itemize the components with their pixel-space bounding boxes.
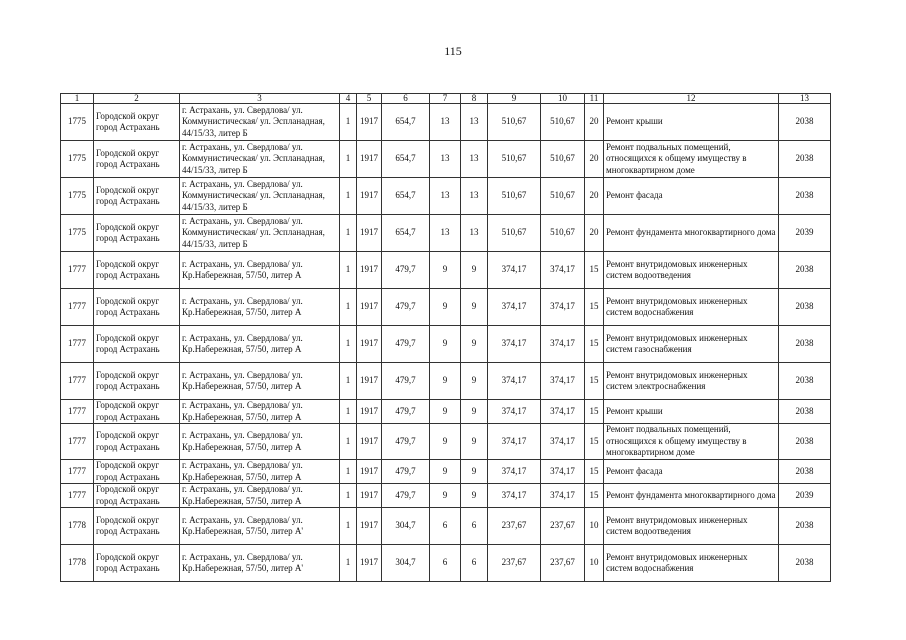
value-cell: 237,67 xyxy=(488,508,541,545)
value-cell: 13 xyxy=(430,178,461,215)
municipality-cell: Городской округ город Астрахань xyxy=(94,178,180,215)
value-cell: 13 xyxy=(430,215,461,252)
work-type-cell: Ремонт подвальных помещений, относящихся к общему имуществу в многоквартирном доме xyxy=(604,141,779,178)
area-cell: 304,7 xyxy=(382,545,430,582)
value-cell: 374,17 xyxy=(541,326,585,363)
column-header: 12 xyxy=(604,94,779,104)
value-cell: 9 xyxy=(430,460,461,484)
value-cell: 374,17 xyxy=(488,326,541,363)
record-id-cell: 1775 xyxy=(61,178,94,215)
table-row xyxy=(61,178,831,215)
address-cell: г. Астрахань, ул. Свердлова/ ул. Кр.Набережная, 57/50, литер А xyxy=(180,326,340,363)
value-cell: 510,67 xyxy=(541,104,585,141)
year-built-cell: 1917 xyxy=(357,326,382,363)
area-cell: 304,7 xyxy=(382,508,430,545)
planned-year-cell: 2038 xyxy=(779,178,831,215)
value-cell: 13 xyxy=(461,178,488,215)
value-cell: 15 xyxy=(585,252,604,289)
year-built-cell: 1917 xyxy=(357,252,382,289)
municipality-cell: Городской округ город Астрахань xyxy=(94,326,180,363)
planned-year-cell: 2038 xyxy=(779,400,831,424)
value-cell: 374,17 xyxy=(541,424,585,460)
count-cell: 1 xyxy=(340,424,357,460)
column-header: 3 xyxy=(180,94,340,104)
value-cell: 9 xyxy=(461,460,488,484)
value-cell: 374,17 xyxy=(541,400,585,424)
record-id-cell: 1777 xyxy=(61,424,94,460)
planned-year-cell: 2038 xyxy=(779,508,831,545)
value-cell: 20 xyxy=(585,178,604,215)
record-id-cell: 1778 xyxy=(61,545,94,582)
record-id-cell: 1775 xyxy=(61,215,94,252)
column-header: 6 xyxy=(382,94,430,104)
year-built-cell: 1917 xyxy=(357,215,382,252)
table-header-row xyxy=(61,94,831,104)
table-row xyxy=(61,363,831,400)
table-row xyxy=(61,326,831,363)
record-id-cell: 1777 xyxy=(61,363,94,400)
year-built-cell: 1917 xyxy=(357,508,382,545)
work-type-cell: Ремонт крыши xyxy=(604,104,779,141)
value-cell: 6 xyxy=(461,545,488,582)
value-cell: 374,17 xyxy=(488,252,541,289)
municipality-cell: Городской округ город Астрахань xyxy=(94,252,180,289)
value-cell: 374,17 xyxy=(488,460,541,484)
area-cell: 654,7 xyxy=(382,104,430,141)
column-header: 9 xyxy=(488,94,541,104)
work-type-cell: Ремонт внутридомовых инженерных систем электроснабжения xyxy=(604,363,779,400)
count-cell: 1 xyxy=(340,289,357,326)
record-id-cell: 1777 xyxy=(61,400,94,424)
record-id-cell: 1777 xyxy=(61,484,94,508)
value-cell: 9 xyxy=(430,400,461,424)
work-type-cell: Ремонт крыши xyxy=(604,400,779,424)
count-cell: 1 xyxy=(340,252,357,289)
value-cell: 15 xyxy=(585,400,604,424)
value-cell: 510,67 xyxy=(488,215,541,252)
work-type-cell: Ремонт внутридомовых инженерных систем водоснабжения xyxy=(604,545,779,582)
area-cell: 479,7 xyxy=(382,484,430,508)
table-row xyxy=(61,508,831,545)
year-built-cell: 1917 xyxy=(357,400,382,424)
value-cell: 6 xyxy=(430,545,461,582)
table-row xyxy=(61,252,831,289)
value-cell: 374,17 xyxy=(488,400,541,424)
count-cell: 1 xyxy=(340,215,357,252)
value-cell: 237,67 xyxy=(488,545,541,582)
value-cell: 10 xyxy=(585,508,604,545)
value-cell: 9 xyxy=(461,363,488,400)
record-id-cell: 1777 xyxy=(61,289,94,326)
planned-year-cell: 2038 xyxy=(779,104,831,141)
address-cell: г. Астрахань, ул. Свердлова/ ул. Коммунистическая/ ул. Эспланадная, 44/15/33, литер Б xyxy=(180,215,340,252)
address-cell: г. Астрахань, ул. Свердлова/ ул. Кр.Набережная, 57/50, литер А xyxy=(180,424,340,460)
year-built-cell: 1917 xyxy=(357,460,382,484)
count-cell: 1 xyxy=(340,400,357,424)
work-type-cell: Ремонт фасада xyxy=(604,178,779,215)
value-cell: 20 xyxy=(585,215,604,252)
value-cell: 237,67 xyxy=(541,508,585,545)
count-cell: 1 xyxy=(340,141,357,178)
value-cell: 10 xyxy=(585,545,604,582)
count-cell: 1 xyxy=(340,508,357,545)
table-row xyxy=(61,484,831,508)
value-cell: 6 xyxy=(430,508,461,545)
work-type-cell: Ремонт фундамента многоквартирного дома xyxy=(604,215,779,252)
count-cell: 1 xyxy=(340,363,357,400)
count-cell: 1 xyxy=(340,545,357,582)
column-header: 1 xyxy=(61,94,94,104)
column-header: 13 xyxy=(779,94,831,104)
planned-year-cell: 2038 xyxy=(779,252,831,289)
table-row xyxy=(61,460,831,484)
value-cell: 15 xyxy=(585,424,604,460)
value-cell: 9 xyxy=(461,424,488,460)
table-row xyxy=(61,545,831,582)
work-type-cell: Ремонт внутридомовых инженерных систем водоотведения xyxy=(604,252,779,289)
table-row xyxy=(61,141,831,178)
address-cell: г. Астрахань, ул. Свердлова/ ул. Коммунистическая/ ул. Эспланадная, 44/15/33, литер Б xyxy=(180,178,340,215)
area-cell: 654,7 xyxy=(382,178,430,215)
table-body xyxy=(61,104,831,582)
municipality-cell: Городской округ город Астрахань xyxy=(94,363,180,400)
value-cell: 15 xyxy=(585,326,604,363)
column-header: 5 xyxy=(357,94,382,104)
municipality-cell: Городской округ город Астрахань xyxy=(94,508,180,545)
address-cell: г. Астрахань, ул. Свердлова/ ул. Кр.Набережная, 57/50, литер А' xyxy=(180,508,340,545)
address-cell: г. Астрахань, ул. Свердлова/ ул. Кр.Набережная, 57/50, литер А xyxy=(180,400,340,424)
record-id-cell: 1775 xyxy=(61,141,94,178)
year-built-cell: 1917 xyxy=(357,289,382,326)
planned-year-cell: 2038 xyxy=(779,363,831,400)
year-built-cell: 1917 xyxy=(357,545,382,582)
value-cell: 374,17 xyxy=(541,252,585,289)
column-header: 7 xyxy=(430,94,461,104)
value-cell: 20 xyxy=(585,141,604,178)
address-cell: г. Астрахань, ул. Свердлова/ ул. Кр.Набережная, 57/50, литер А xyxy=(180,289,340,326)
value-cell: 9 xyxy=(461,400,488,424)
address-cell: г. Астрахань, ул. Свердлова/ ул. Коммунистическая/ ул. Эспланадная, 44/15/33, литер Б xyxy=(180,141,340,178)
value-cell: 237,67 xyxy=(541,545,585,582)
count-cell: 1 xyxy=(340,326,357,363)
value-cell: 9 xyxy=(461,252,488,289)
work-type-cell: Ремонт подвальных помещений, относящихся к общему имуществу в многоквартирном доме xyxy=(604,424,779,460)
table-row xyxy=(61,104,831,141)
count-cell: 1 xyxy=(340,178,357,215)
address-cell: г. Астрахань, ул. Свердлова/ ул. Коммунистическая/ ул. Эспланадная, 44/15/33, литер Б xyxy=(180,104,340,141)
column-header: 4 xyxy=(340,94,357,104)
area-cell: 479,7 xyxy=(382,289,430,326)
table-row xyxy=(61,215,831,252)
table-row xyxy=(61,289,831,326)
value-cell: 15 xyxy=(585,484,604,508)
area-cell: 479,7 xyxy=(382,424,430,460)
value-cell: 510,67 xyxy=(488,141,541,178)
value-cell: 13 xyxy=(430,141,461,178)
planned-year-cell: 2039 xyxy=(779,484,831,508)
column-header: 10 xyxy=(541,94,585,104)
table-row xyxy=(61,424,831,460)
value-cell: 9 xyxy=(430,424,461,460)
value-cell: 6 xyxy=(461,508,488,545)
municipality-cell: Городской округ город Астрахань xyxy=(94,460,180,484)
municipality-cell: Городской округ город Астрахань xyxy=(94,424,180,460)
area-cell: 479,7 xyxy=(382,252,430,289)
value-cell: 510,67 xyxy=(541,215,585,252)
planned-year-cell: 2038 xyxy=(779,141,831,178)
address-cell: г. Астрахань, ул. Свердлова/ ул. Кр.Набережная, 57/50, литер А xyxy=(180,252,340,289)
value-cell: 9 xyxy=(461,289,488,326)
column-header: 2 xyxy=(94,94,180,104)
planned-year-cell: 2038 xyxy=(779,545,831,582)
count-cell: 1 xyxy=(340,484,357,508)
value-cell: 510,67 xyxy=(541,141,585,178)
year-built-cell: 1917 xyxy=(357,363,382,400)
value-cell: 15 xyxy=(585,289,604,326)
value-cell: 9 xyxy=(430,289,461,326)
page-number: 115 xyxy=(444,44,462,58)
year-built-cell: 1917 xyxy=(357,424,382,460)
year-built-cell: 1917 xyxy=(357,484,382,508)
planned-year-cell: 2038 xyxy=(779,460,831,484)
value-cell: 374,17 xyxy=(541,484,585,508)
planned-year-cell: 2038 xyxy=(779,289,831,326)
value-cell: 9 xyxy=(430,326,461,363)
record-id-cell: 1777 xyxy=(61,252,94,289)
value-cell: 13 xyxy=(430,104,461,141)
value-cell: 374,17 xyxy=(488,424,541,460)
value-cell: 374,17 xyxy=(488,363,541,400)
value-cell: 510,67 xyxy=(488,104,541,141)
value-cell: 9 xyxy=(430,484,461,508)
area-cell: 654,7 xyxy=(382,141,430,178)
planned-year-cell: 2038 xyxy=(779,326,831,363)
record-id-cell: 1775 xyxy=(61,104,94,141)
count-cell: 1 xyxy=(340,104,357,141)
value-cell: 15 xyxy=(585,363,604,400)
value-cell: 9 xyxy=(430,363,461,400)
municipality-cell: Городской округ город Астрахань xyxy=(94,545,180,582)
value-cell: 510,67 xyxy=(541,178,585,215)
record-id-cell: 1777 xyxy=(61,460,94,484)
table-row xyxy=(61,400,831,424)
work-type-cell: Ремонт фасада xyxy=(604,460,779,484)
municipality-cell: Городской округ город Астрахань xyxy=(94,400,180,424)
record-id-cell: 1777 xyxy=(61,326,94,363)
record-id-cell: 1778 xyxy=(61,508,94,545)
value-cell: 15 xyxy=(585,460,604,484)
municipality-cell: Городской округ город Астрахань xyxy=(94,104,180,141)
address-cell: г. Астрахань, ул. Свердлова/ ул. Кр.Набережная, 57/50, литер А' xyxy=(180,545,340,582)
value-cell: 13 xyxy=(461,141,488,178)
value-cell: 13 xyxy=(461,104,488,141)
value-cell: 374,17 xyxy=(488,484,541,508)
value-cell: 20 xyxy=(585,104,604,141)
work-type-cell: Ремонт фундамента многоквартирного дома xyxy=(604,484,779,508)
work-type-cell: Ремонт внутридомовых инженерных систем водоотведения xyxy=(604,508,779,545)
planned-year-cell: 2038 xyxy=(779,424,831,460)
area-cell: 479,7 xyxy=(382,326,430,363)
column-header: 8 xyxy=(461,94,488,104)
area-cell: 479,7 xyxy=(382,460,430,484)
repair-schedule-table xyxy=(60,93,831,582)
municipality-cell: Городской округ город Астрахань xyxy=(94,215,180,252)
municipality-cell: Городской округ город Астрахань xyxy=(94,484,180,508)
municipality-cell: Городской округ город Астрахань xyxy=(94,289,180,326)
work-type-cell: Ремонт внутридомовых инженерных систем газоснабжения xyxy=(604,326,779,363)
value-cell: 374,17 xyxy=(541,363,585,400)
value-cell: 510,67 xyxy=(488,178,541,215)
year-built-cell: 1917 xyxy=(357,104,382,141)
value-cell: 9 xyxy=(461,484,488,508)
address-cell: г. Астрахань, ул. Свердлова/ ул. Кр.Набережная, 57/50, литер А xyxy=(180,363,340,400)
count-cell: 1 xyxy=(340,460,357,484)
area-cell: 479,7 xyxy=(382,363,430,400)
address-cell: г. Астрахань, ул. Свердлова/ ул. Кр.Набережная, 57/50, литер А xyxy=(180,460,340,484)
value-cell: 9 xyxy=(430,252,461,289)
area-cell: 654,7 xyxy=(382,215,430,252)
area-cell: 479,7 xyxy=(382,400,430,424)
work-type-cell: Ремонт внутридомовых инженерных систем водоснабжения xyxy=(604,289,779,326)
value-cell: 374,17 xyxy=(488,289,541,326)
value-cell: 9 xyxy=(461,326,488,363)
address-cell: г. Астрахань, ул. Свердлова/ ул. Кр.Набережная, 57/50, литер А xyxy=(180,484,340,508)
planned-year-cell: 2039 xyxy=(779,215,831,252)
value-cell: 374,17 xyxy=(541,460,585,484)
year-built-cell: 1917 xyxy=(357,141,382,178)
year-built-cell: 1917 xyxy=(357,178,382,215)
value-cell: 13 xyxy=(461,215,488,252)
column-header: 11 xyxy=(585,94,604,104)
municipality-cell: Городской округ город Астрахань xyxy=(94,141,180,178)
value-cell: 374,17 xyxy=(541,289,585,326)
